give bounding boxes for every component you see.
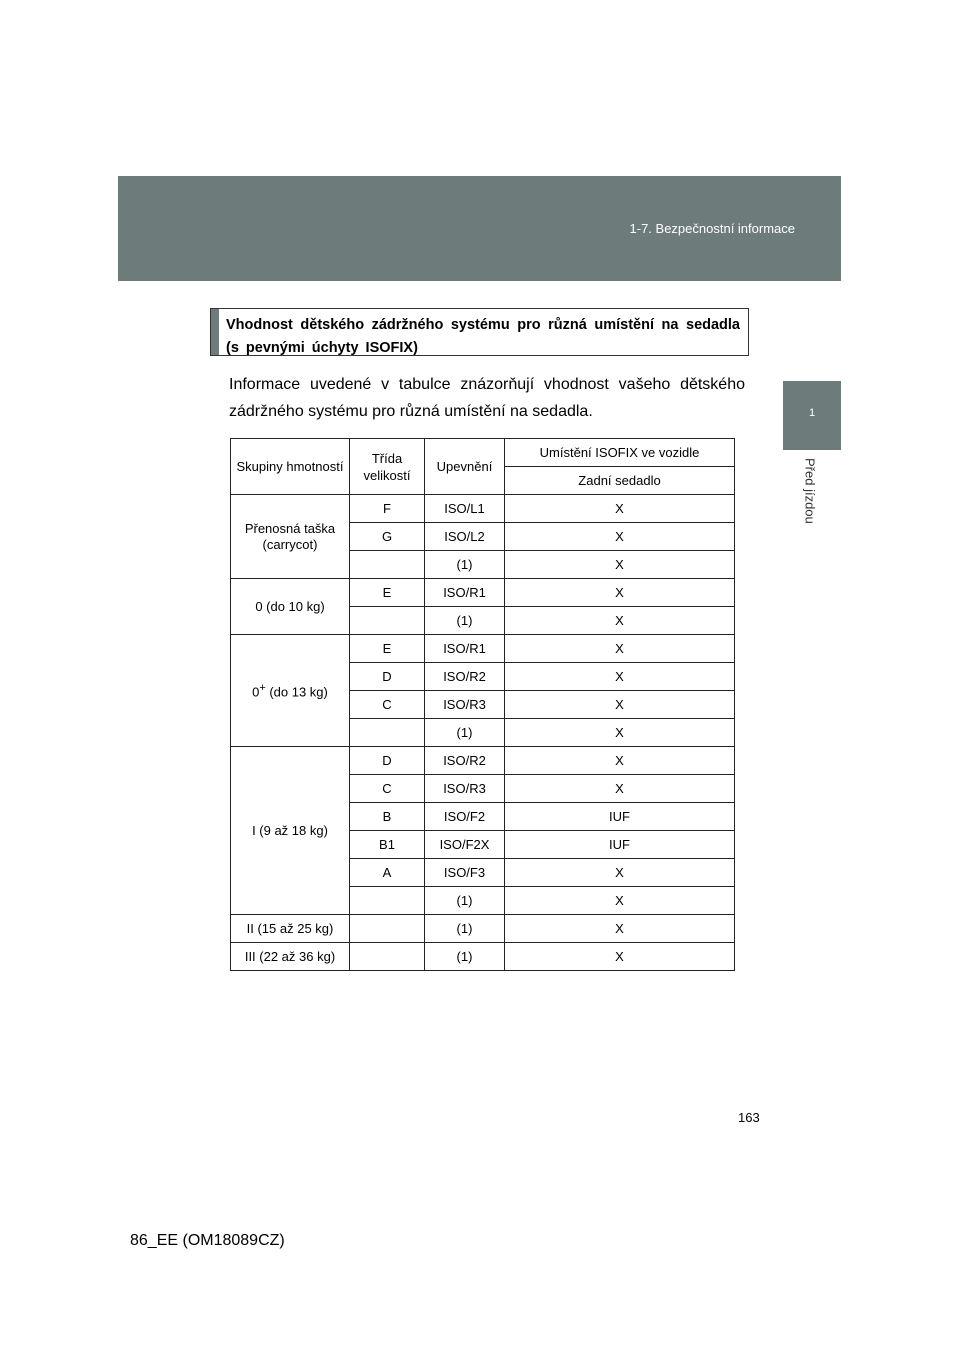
weight-group-cell [231, 635, 350, 747]
size-class-cell: D [350, 747, 425, 775]
weight-group-cell [231, 747, 350, 915]
size-class-cell [350, 607, 425, 635]
size-class-cell: B1 [350, 831, 425, 859]
fixture-cell: (1) [425, 943, 505, 971]
fixture-cell: (1) [425, 887, 505, 915]
table-body [231, 495, 735, 971]
weight-group-label: II (15 až 25 kg) [246, 920, 334, 936]
rear-seat-suitability-cell: X [505, 607, 735, 635]
rear-seat-suitability-cell: X [505, 915, 735, 943]
fixture-cell: ISO/L1 [425, 495, 505, 523]
rear-seat-suitability-cell: X [505, 663, 735, 691]
header-size-class: Třída velikostí [350, 439, 425, 495]
size-class-cell: C [350, 691, 425, 719]
table-row [231, 579, 735, 607]
fixture-cell: ISO/L2 [425, 523, 505, 551]
size-class-cell: E [350, 635, 425, 663]
page-number: 163 [738, 1110, 760, 1125]
header-isofix-position: Umístění ISOFIX ve vozidle [505, 439, 735, 467]
fixture-cell: ISO/F2 [425, 803, 505, 831]
topic-heading-box [210, 308, 749, 356]
size-class-cell: C [350, 775, 425, 803]
size-class-cell: G [350, 523, 425, 551]
size-class-cell: B [350, 803, 425, 831]
rear-seat-suitability-cell: IUF [505, 831, 735, 859]
table-row [231, 747, 735, 775]
fixture-cell: ISO/F2X [425, 831, 505, 859]
weight-group-label: 0 (do 10 kg) [255, 598, 325, 614]
size-class-cell [350, 915, 425, 943]
chapter-number: 1 [808, 407, 816, 419]
table-row [231, 943, 735, 971]
weight-group-label: Přenosná taška (carrycot) [244, 520, 336, 552]
fixture-cell: (1) [425, 607, 505, 635]
weight-group-superscript: + [259, 682, 266, 695]
rear-seat-suitability-cell: X [505, 859, 735, 887]
intro-paragraph: Informace uvedené v tabulce znázorňují vhodnost vašeho dětského zádržného systému pro různá umístění na sedadla. [229, 376, 745, 420]
fixture-cell: ISO/R2 [425, 747, 505, 775]
rear-seat-suitability-cell: X [505, 635, 735, 663]
fixture-cell: (1) [425, 551, 505, 579]
rear-seat-suitability-cell: X [505, 495, 735, 523]
size-class-cell [350, 551, 425, 579]
topic-title: Vhodnost dětského zádržného systému pro různá umístění na sedadla (s pevnými úchyty ISOFIX) [226, 317, 740, 356]
table-header-row [231, 439, 735, 467]
weight-group-label: III (22 až 36 kg) [244, 948, 336, 964]
rear-seat-suitability-cell: IUF [505, 803, 735, 831]
fixture-cell: ISO/R1 [425, 635, 505, 663]
weight-group-label: I (9 až 18 kg) [252, 822, 328, 838]
weight-group-cell [231, 943, 350, 971]
weight-group-label: (do 13 kg) [265, 684, 328, 700]
weight-group-cell [231, 495, 350, 579]
fixture-cell: ISO/R2 [425, 663, 505, 691]
topic-accent-bar [211, 309, 219, 355]
chapter-label: Před jízdou [802, 458, 818, 524]
section-header-band [118, 176, 841, 281]
chapter-tab [783, 381, 841, 450]
rear-seat-suitability-cell: X [505, 747, 735, 775]
size-class-cell [350, 943, 425, 971]
weight-group-cell [231, 579, 350, 635]
size-class-cell: E [350, 579, 425, 607]
rear-seat-suitability-cell: X [505, 579, 735, 607]
weight-group-prefix: 0 [252, 684, 260, 700]
size-class-cell: A [350, 859, 425, 887]
size-class-cell [350, 887, 425, 915]
rear-seat-suitability-cell: X [505, 551, 735, 579]
table-row [231, 495, 735, 523]
size-class-cell [350, 719, 425, 747]
header-weight-group: Skupiny hmotností [231, 439, 350, 495]
table-row [231, 915, 735, 943]
size-class-cell: F [350, 495, 425, 523]
weight-group-cell [231, 915, 350, 943]
fixture-cell: ISO/F3 [425, 859, 505, 887]
chapter-label-area [780, 458, 840, 548]
rear-seat-suitability-cell: X [505, 943, 735, 971]
rear-seat-suitability-cell: X [505, 691, 735, 719]
section-label: 1-7. Bezpečnostní informace [629, 221, 795, 236]
fixture-cell: (1) [425, 915, 505, 943]
rear-seat-suitability-cell: X [505, 719, 735, 747]
isofix-suitability-table [230, 438, 735, 971]
rear-seat-suitability-cell: X [505, 775, 735, 803]
size-class-cell: D [350, 663, 425, 691]
header-fixture: Upevnění [425, 439, 505, 495]
header-rear-seat: Zadní sedadlo [505, 467, 735, 495]
fixture-cell: ISO/R1 [425, 579, 505, 607]
fixture-cell: (1) [425, 719, 505, 747]
document-code: 86_EE (OM18089CZ) [130, 1232, 285, 1249]
rear-seat-suitability-cell: X [505, 887, 735, 915]
table-row [231, 635, 735, 663]
rear-seat-suitability-cell: X [505, 523, 735, 551]
fixture-cell: ISO/R3 [425, 691, 505, 719]
fixture-cell: ISO/R3 [425, 775, 505, 803]
